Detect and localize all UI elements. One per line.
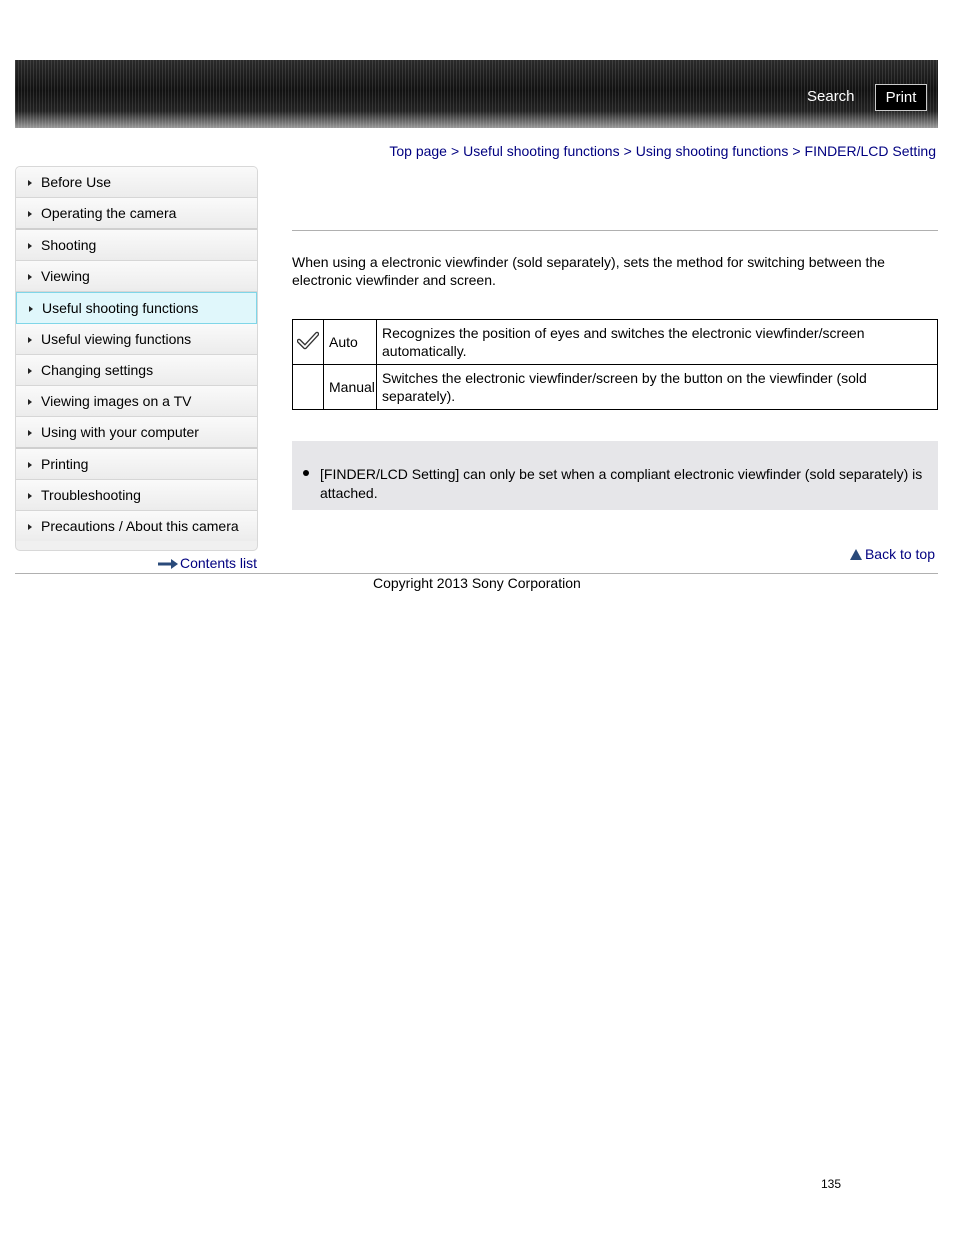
- sidebar-item-label: Using with your computer: [41, 424, 199, 440]
- title-divider: [292, 230, 938, 231]
- breadcrumb-separator: >: [623, 143, 632, 159]
- sidebar-item-label: Shooting: [41, 237, 97, 253]
- triangle-right-icon: [28, 211, 32, 217]
- breadcrumb-useful-shooting-functions[interactable]: Useful shooting functions: [463, 143, 620, 159]
- option-name: Manual: [324, 365, 377, 410]
- sidebar-item-operating-the-camera[interactable]: [16, 198, 257, 230]
- triangle-right-icon: [28, 493, 32, 499]
- page-number: 135: [821, 1177, 842, 1191]
- contents-list-link[interactable]: [158, 555, 257, 572]
- sidebar-item-troubleshooting[interactable]: [16, 480, 257, 511]
- sidebar-item-useful-viewing-functions[interactable]: [16, 324, 257, 355]
- triangle-right-icon: [28, 337, 32, 343]
- bullet-icon: [303, 470, 309, 476]
- back-to-top-link[interactable]: [850, 546, 935, 563]
- print-button[interactable]: Print: [875, 84, 927, 111]
- triangle-right-icon: [28, 180, 32, 186]
- sidebar-item-precautions[interactable]: [16, 511, 257, 541]
- breadcrumb-top-page[interactable]: Top page: [389, 143, 447, 159]
- breadcrumb: [389, 143, 936, 159]
- sidebar-item-label: Before Use: [41, 174, 112, 190]
- back-to-top-label: Back to top: [864, 546, 935, 562]
- note-box: [292, 441, 938, 510]
- breadcrumb-separator: >: [450, 143, 460, 159]
- copyright-text: Copyright 2013 Sony Corporation: [373, 575, 581, 591]
- sidebar-item-useful-shooting-functions[interactable]: [16, 292, 257, 324]
- option-description: Recognizes the position of eyes and switches the electronic viewfinder/screen automatically.: [377, 320, 938, 365]
- checkmark-icon: [297, 338, 319, 354]
- sidebar-item-changing-settings[interactable]: [16, 355, 257, 386]
- table-row: [293, 365, 938, 410]
- default-indicator-cell: [293, 320, 324, 365]
- search-button[interactable]: Search: [807, 88, 855, 105]
- sidebar-item-before-use[interactable]: [16, 167, 257, 198]
- triangle-right-icon: [28, 274, 32, 280]
- breadcrumb-current[interactable]: FINDER/LCD Setting: [804, 143, 936, 159]
- sidebar-item-label: Changing settings: [41, 362, 154, 378]
- sidebar-item-label: Viewing images on a TV: [41, 393, 192, 409]
- table-row: [293, 320, 938, 365]
- sidebar-item-label: Viewing: [41, 268, 90, 284]
- triangle-right-icon: [28, 524, 32, 530]
- option-description: Switches the electronic viewfinder/screen by the button on the viewfinder (sold separately).: [377, 365, 938, 410]
- triangle-right-icon: [28, 243, 32, 249]
- sidebar-item-shooting[interactable]: [16, 230, 257, 261]
- sidebar-item-label: Operating the camera: [41, 205, 177, 221]
- sidebar-item-label: Precautions / About this camera: [41, 518, 239, 534]
- options-table: [292, 319, 938, 410]
- sidebar-nav: [15, 166, 258, 551]
- triangle-right-icon: [29, 306, 33, 312]
- contents-list-label: Contents list: [180, 555, 258, 571]
- triangle-right-icon: [28, 430, 32, 436]
- empty-indicator-cell: [293, 365, 324, 410]
- intro-text: When using a electronic viewfinder (sold separately), sets the method for switching between the electronic viewfinder and screen.: [292, 254, 885, 288]
- sidebar-item-label: Troubleshooting: [41, 487, 141, 503]
- sidebar-item-using-with-your-computer[interactable]: [16, 417, 257, 449]
- triangle-up-icon: [850, 547, 862, 563]
- breadcrumb-using-shooting-functions[interactable]: Using shooting functions: [635, 143, 789, 159]
- arrow-right-icon: [158, 556, 178, 572]
- note-text: [FINDER/LCD Setting] can only be set when a compliant electronic viewfinder (sold separately) is attached.: [320, 466, 923, 501]
- sidebar-item-printing[interactable]: [16, 449, 257, 480]
- triangle-right-icon: [28, 399, 32, 405]
- sidebar-item-viewing-images-on-a-tv[interactable]: [16, 386, 257, 417]
- triangle-right-icon: [28, 368, 32, 374]
- sidebar-item-label: Printing: [41, 456, 89, 472]
- triangle-right-icon: [28, 462, 32, 468]
- option-name: Auto: [324, 320, 377, 365]
- breadcrumb-separator: >: [792, 143, 801, 159]
- sidebar-item-viewing[interactable]: [16, 261, 257, 292]
- header-bar: [15, 60, 938, 128]
- sidebar-item-label: Useful shooting functions: [42, 300, 199, 316]
- sidebar-item-label: Useful viewing functions: [41, 331, 192, 347]
- footer-divider: [15, 573, 938, 574]
